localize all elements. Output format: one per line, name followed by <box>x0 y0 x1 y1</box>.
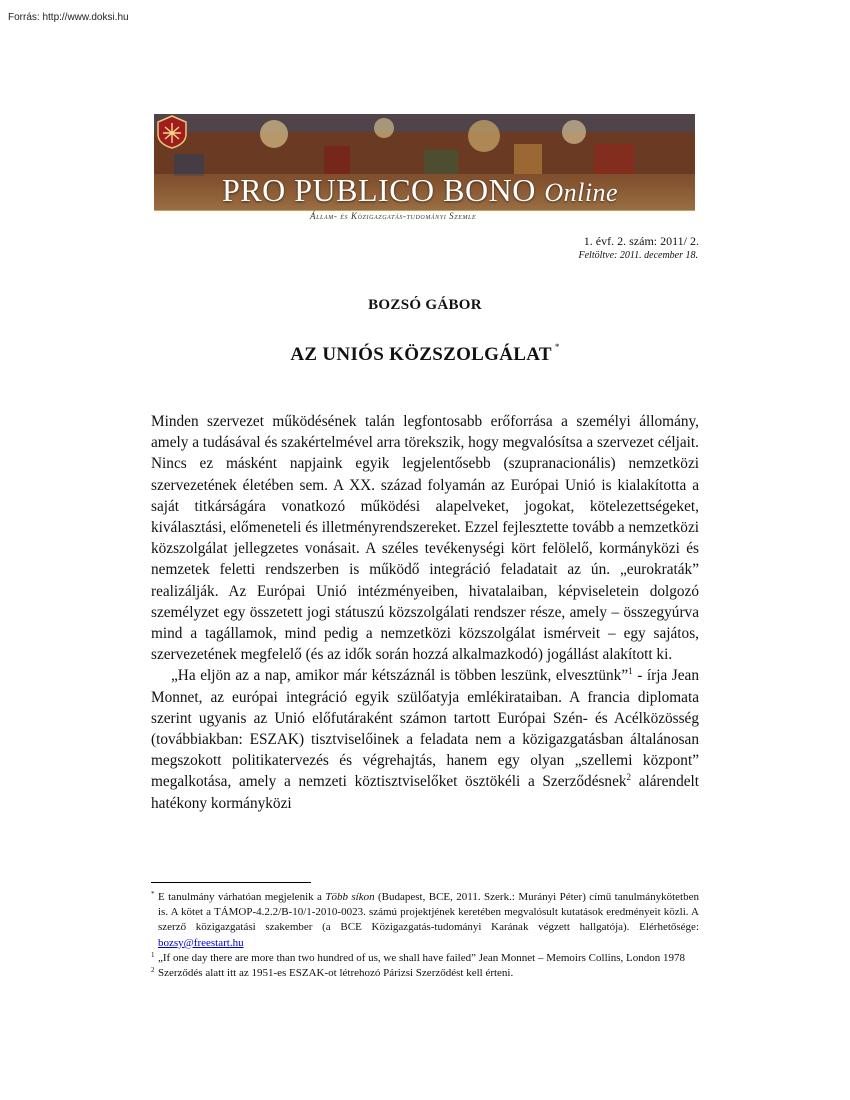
author-name: BOZSÓ GÁBOR <box>368 297 482 313</box>
footnote-star-mark: * <box>151 890 155 898</box>
issue-info: 1. évf. 2. szám: 2011/ 2. <box>583 234 699 248</box>
article-body <box>151 411 699 814</box>
article-title <box>0 344 850 366</box>
article-title-text: AZ UNIÓS KÖZSZOLGÁLAT <box>290 344 552 365</box>
upload-date: Feltöltve: 2011. december 18. <box>578 250 698 261</box>
crest-logo-icon <box>154 114 190 150</box>
paragraph-2 <box>151 665 699 813</box>
footnote-2-mark: 2 <box>151 966 155 975</box>
footnote-2 <box>151 966 699 981</box>
footnote-ref-2[interactable]: 2 <box>626 772 632 783</box>
paragraph-2-part-1: „Ha eljön az a nap, amikor már kétszáznál is többen leszünk, elvesztünk” <box>171 667 629 685</box>
footnote-star-italic: Több síkon <box>325 891 375 903</box>
journal-banner <box>154 114 695 210</box>
title-footnote-mark: * <box>554 342 560 352</box>
journal-title <box>222 172 618 209</box>
footnote-star-text-b: (Budapest, BCE, 2011. Szerk.: Murányi Péter) című tanulmánykötetben is. A kötet a TÁMOP-4.2.2/B-10/1-2010-0023. számú projektjének keretében megvalósult kutatások eredményeit közli. A szerző közigazgatási szakember (a BCE Közigazgatás-tudományi Karának végzett hallgatója). Elérhetősége: <box>158 891 699 934</box>
footnote-1-text: „If one day there are more than two hundred of us, we shall have failed” Jean Monnet – Memoirs Collins, London 1978 <box>158 951 685 964</box>
footnote-1-mark: 1 <box>151 950 155 959</box>
footnote-ref-1[interactable]: 1 <box>628 666 633 677</box>
footnote-separator <box>151 882 311 883</box>
footnote-star <box>151 890 699 951</box>
author-email-link[interactable]: bozsy@freestart.hu <box>158 936 244 949</box>
footnote-star-text-a: E tanulmány várhatóan megjelenik a <box>158 891 326 903</box>
journal-title-online: Online <box>544 178 619 207</box>
journal-title-main: PRO PUBLICO BONO <box>222 172 536 208</box>
paragraph-2-part-3: alárendelt hatékony kormányközi <box>151 773 700 812</box>
paragraph-1: Minden szervezet működésének talán legfontosabb erőforrása a személyi állomány, amely a tudásával és szakértelmével arra törekszik, hogy megvalósítsa a szervezet céljait. Nincs ez másként napjaink egyik legjelentősebb (szupranacionális) nemzetközi szervezetének életében sem. A XX. század folyamán az Európai Unió is kialakította a saját titkárságára vonatkozó működési alapelveket, jogokat, kötelezettségeket, kiválasztási, előmeneteli és illetményrendszereket. Ezzel fejlesztette tovább a nemzetközi közszolgálat jellegzetes vonásait. A széles tevékenységi kört felölelő, kormányközi és nemzetek feletti rendszerben is működő integráció feladatait az ún. „eurokraták” realizálják. Az Európai Unió intézményeiben, hivatalaiban, képviseletein dolgozó személyzet egy összetett jogi státuszú közszolgálati rendszer része, amely – összegyúrva mind a tagállamok, mind pedig a nemzetközi közszolgálat ismérveit – egy sajátos, szervezetének megfelelő (és az idők során hozzá alkalmazkodó) jogállást alakított ki. <box>151 413 699 664</box>
paragraph-2-part-2: - írja Jean Monnet, az európai integráció egyik szülőatyja emlékirataiban. A francia diplomata szerint ugyanis az Unió előfutáraként számon tartott Európai Szén- és Acélközösség (továbbiakban: ESZAK) tisztviselőinek a feladata nem a közigazgatásban általánosan megszokott politikatervezés és végrehajtás, hanem egy olyan „szellemi központ” megalkotása, amely a nemzeti köztisztviselőket ösztökéli a Szerződésnek <box>151 667 699 791</box>
source-label: Forrás: http://www.doksi.hu <box>8 12 129 23</box>
journal-subtitle: Állam- és Közigazgatás-tudományi Szemle <box>310 211 477 221</box>
footnotes <box>151 890 699 981</box>
footnote-1 <box>151 951 699 966</box>
footnote-2-text: Szerződés alatt itt az 1951-es ESZAK-ot létrehozó Párizsi Szerződést kell érteni. <box>158 967 514 980</box>
